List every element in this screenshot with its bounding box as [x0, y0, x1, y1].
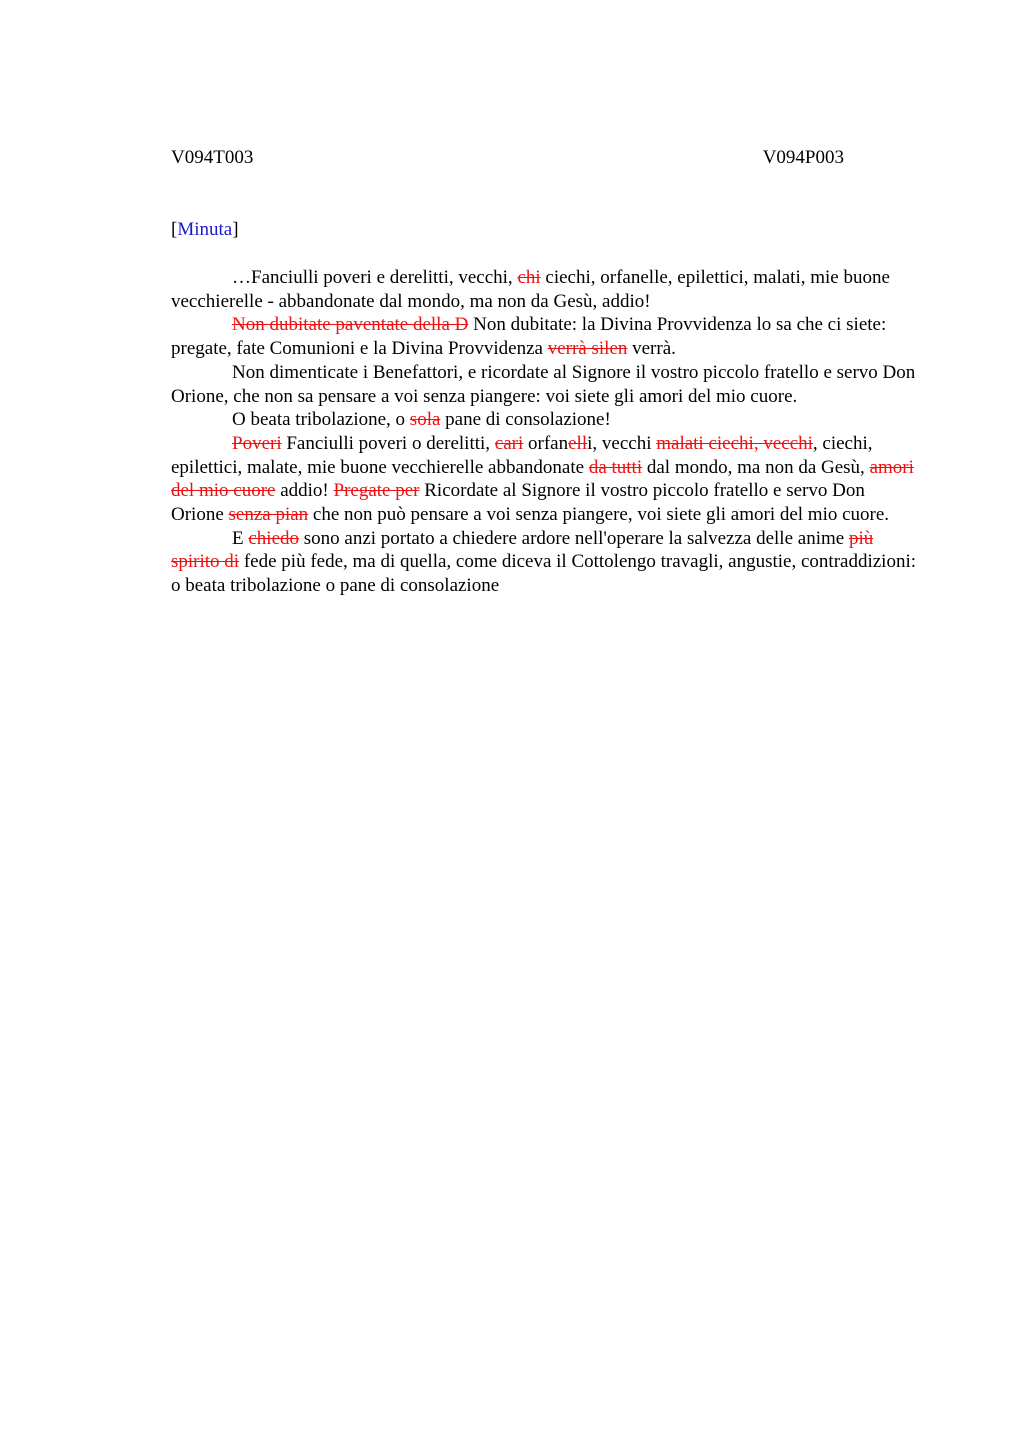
text-segment: Non dimenticate i Benefattori, e ricordate al Signore il vostro piccolo fratello e servo Don Orione, che non sa pensare a voi senza piangere: voi siete gli amori del mio cuore. [171, 361, 916, 407]
deleted-text: Pregate per [333, 480, 420, 502]
text-segment: E [232, 527, 249, 549]
text-segment: addio! [275, 480, 334, 502]
text-segment: fede più fede, ma di quella, come diceva il Cottolengo travagli, angustie, contraddizioni: o beata tribolazione o pane di consolazione [171, 551, 917, 597]
text-segment: ciechi, orfanelle, epilettici, malati, mie buone vecchierelle - abbandonate dal mondo, ma non da Gesù, addio! [171, 267, 890, 312]
deleted-text: sola [409, 409, 441, 431]
minuta-link[interactable]: Minuta [177, 219, 233, 240]
text-segment: che non può pensare a voi senza piangere, voi siete gli amori del mio cuore. [308, 504, 890, 526]
deleted-text: chiedo [248, 527, 300, 549]
open-bracket: [ [171, 219, 178, 240]
text-segment: sono anzi portato a chiedere ardore nell'operare la salvezza delle anime [299, 527, 849, 549]
deleted-text: Poveri [232, 432, 282, 454]
paragraph [171, 408, 919, 432]
text-segment: Ricordate al Signore il vostro piccolo fratello e servo Don Orione [171, 480, 865, 526]
deleted-text: malati ciechi, vecchi [656, 432, 813, 454]
deleted-text: ell [568, 432, 588, 454]
deleted-text: più spirito di [171, 527, 874, 573]
deleted-text: verrà silen [547, 338, 628, 360]
text-segment: dal mondo, ma non da Gesù, [642, 456, 870, 478]
text-segment: Fanciulli poveri o derelitti, [281, 432, 495, 454]
text-segment: pane di consolazione! [440, 409, 611, 431]
document-code-right: V094P003 [762, 147, 844, 168]
deleted-text: chi [517, 267, 541, 288]
text-segment: orfan [523, 432, 569, 454]
text-segment: …Fanciulli poveri e derelitti, vecchi, [232, 267, 518, 288]
text-segment: verrà. [627, 338, 676, 360]
deleted-text: amori del mio cuore [171, 456, 914, 502]
document-header [171, 146, 844, 170]
paragraph [171, 527, 919, 598]
deleted-text: da tutti [588, 456, 643, 478]
deleted-text: Non dubitate paventate della D [232, 314, 469, 336]
text-segment: , ciechi, epilettici, malate, mie buone vecchierelle abbandonate [171, 432, 873, 478]
text-segment: Non dubitate: la Divina Provvidenza lo sa che ci siete: pregate, fate Comunioni e la Divina Provvidenza [171, 314, 887, 360]
text-segment: O beata tribolazione, o [232, 409, 410, 431]
text-segment: i, vecchi [587, 432, 657, 454]
paragraph [171, 361, 919, 408]
close-bracket: ] [232, 219, 239, 240]
document-body [171, 266, 919, 598]
paragraph [171, 432, 919, 527]
document-code-left: V094T003 [171, 147, 254, 168]
deleted-text: senza pian [228, 504, 309, 526]
document-page [171, 146, 919, 598]
deleted-text: cari [494, 432, 524, 454]
paragraph [171, 266, 919, 313]
section-label [171, 218, 919, 242]
paragraph [171, 313, 919, 360]
